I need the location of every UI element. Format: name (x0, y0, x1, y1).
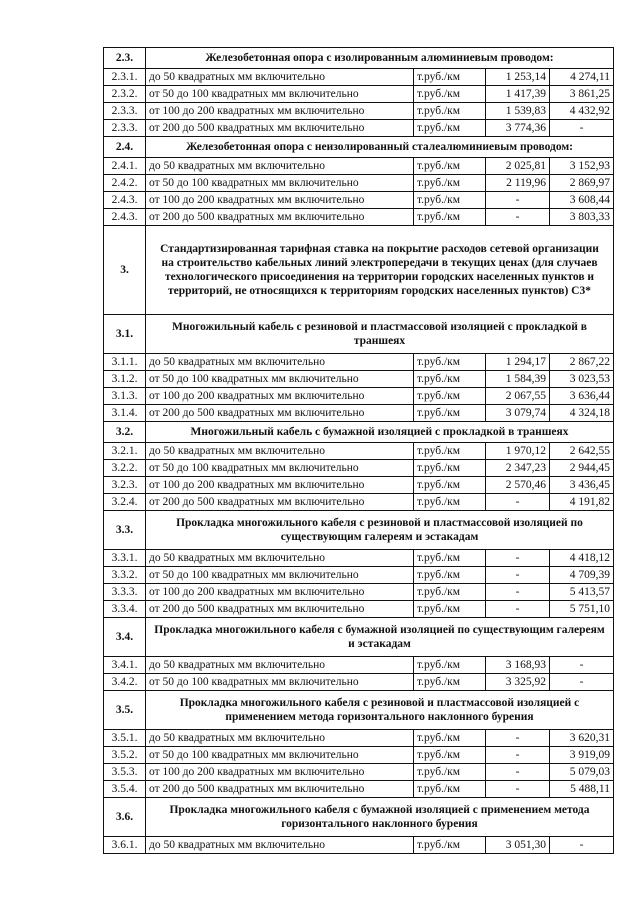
row-description: от 100 до 200 квадратных мм включительно (146, 477, 414, 494)
row-description: от 50 до 100 квадратных мм включительно (146, 175, 414, 192)
row-number: 3.5.2. (104, 747, 146, 764)
value-cell-1: - (486, 781, 550, 798)
tariff-rates-table (103, 47, 614, 854)
unit-cell: т.руб./км (414, 657, 486, 674)
section-title: Железобетонная опора с неизолированный сталеалюминиевым проводом: (146, 137, 614, 158)
row-description: от 100 до 200 квадратных мм включительно (146, 388, 414, 405)
section-number: 2.4. (104, 137, 146, 158)
unit-cell: т.руб./км (414, 175, 486, 192)
value-cell-2: 3 436,45 (550, 477, 614, 494)
row-description: от 200 до 500 квадратных мм включительно (146, 405, 414, 422)
table-row (104, 674, 614, 691)
section-number: 3.4. (104, 618, 146, 657)
table-row (104, 175, 614, 192)
section-title: Прокладка многожильного кабеля с бумажной изоляцией с применением метода горизонтального наклонного бурения (146, 798, 614, 837)
value-cell-2: 4 191,82 (550, 494, 614, 511)
unit-cell: т.руб./км (414, 567, 486, 584)
unit-cell: т.руб./км (414, 584, 486, 601)
value-cell-2: - (550, 120, 614, 137)
section-title: Прокладка многожильного кабеля с бумажной изоляцией по существующим галереям и эстакадам (146, 618, 614, 657)
unit-cell: т.руб./км (414, 86, 486, 103)
unit-cell: т.руб./км (414, 730, 486, 747)
row-description: от 50 до 100 квадратных мм включительно (146, 747, 414, 764)
row-description: от 200 до 500 квадратных мм включительно (146, 601, 414, 618)
unit-cell: т.руб./км (414, 371, 486, 388)
row-number: 3.2.1. (104, 443, 146, 460)
value-cell-2: 4 432,92 (550, 103, 614, 120)
table-row (104, 657, 614, 674)
section-number: 3.3. (104, 511, 146, 550)
value-cell-1: - (486, 550, 550, 567)
section-number: 2.3. (104, 48, 146, 69)
section-header-row (104, 422, 614, 443)
row-number: 2.3.3. (104, 103, 146, 120)
section-header-row (104, 511, 614, 550)
table-row (104, 120, 614, 137)
value-cell-2: 2 869,97 (550, 175, 614, 192)
value-cell-2: 5 751,10 (550, 601, 614, 618)
value-cell-2: - (550, 674, 614, 691)
section-number: 3. (104, 226, 146, 315)
section-header-row (104, 691, 614, 730)
row-number: 3.1.2. (104, 371, 146, 388)
table-row (104, 69, 614, 86)
row-number: 3.5.3. (104, 764, 146, 781)
table-row (104, 443, 614, 460)
table-row (104, 494, 614, 511)
section-header-row (104, 618, 614, 657)
value-cell-1: 2 067,55 (486, 388, 550, 405)
value-cell-2: 3 803,33 (550, 209, 614, 226)
value-cell-2: 5 488,11 (550, 781, 614, 798)
row-number: 2.4.1. (104, 158, 146, 175)
section-number: 3.5. (104, 691, 146, 730)
unit-cell: т.руб./км (414, 405, 486, 422)
value-cell-2: 3 152,93 (550, 158, 614, 175)
row-number: 3.4.2. (104, 674, 146, 691)
unit-cell: т.руб./км (414, 158, 486, 175)
section-header-row (104, 48, 614, 69)
value-cell-1: 2 119,96 (486, 175, 550, 192)
table-row (104, 764, 614, 781)
value-cell-1: 2 570,46 (486, 477, 550, 494)
row-number: 3.3.2. (104, 567, 146, 584)
row-number: 2.4.3. (104, 209, 146, 226)
value-cell-2: 2 944,45 (550, 460, 614, 477)
table-row (104, 730, 614, 747)
row-number: 3.1.3. (104, 388, 146, 405)
value-cell-2: 2 642,55 (550, 443, 614, 460)
row-number: 3.2.2. (104, 460, 146, 477)
unit-cell: т.руб./км (414, 494, 486, 511)
value-cell-1: 3 051,30 (486, 837, 550, 854)
value-cell-1: - (486, 494, 550, 511)
row-number: 3.6.1. (104, 837, 146, 854)
row-number: 2.3.3. (104, 120, 146, 137)
table-row (104, 86, 614, 103)
table-row (104, 567, 614, 584)
section-header-row (104, 226, 614, 315)
table-row (104, 388, 614, 405)
unit-cell: т.руб./км (414, 443, 486, 460)
unit-cell: т.руб./км (414, 69, 486, 86)
unit-cell: т.руб./км (414, 477, 486, 494)
unit-cell: т.руб./км (414, 747, 486, 764)
value-cell-1: - (486, 567, 550, 584)
row-description: от 50 до 100 квадратных мм включительно (146, 567, 414, 584)
value-cell-2: 3 608,44 (550, 192, 614, 209)
row-number: 3.2.3. (104, 477, 146, 494)
table-row (104, 601, 614, 618)
table-row (104, 209, 614, 226)
value-cell-1: - (486, 730, 550, 747)
value-cell-2: 4 709,39 (550, 567, 614, 584)
row-number: 2.3.2. (104, 86, 146, 103)
value-cell-1: - (486, 601, 550, 618)
row-description: от 100 до 200 квадратных мм включительно (146, 103, 414, 120)
row-number: 3.3.3. (104, 584, 146, 601)
row-description: от 100 до 200 квадратных мм включительно (146, 584, 414, 601)
row-description: от 100 до 200 квадратных мм включительно (146, 192, 414, 209)
table-row (104, 550, 614, 567)
table-row (104, 584, 614, 601)
value-cell-1: 2 025,81 (486, 158, 550, 175)
unit-cell: т.руб./км (414, 550, 486, 567)
row-number: 2.4.3. (104, 192, 146, 209)
row-number: 3.3.4. (104, 601, 146, 618)
table-row (104, 477, 614, 494)
row-description: до 50 квадратных мм включительно (146, 730, 414, 747)
value-cell-1: 3 774,36 (486, 120, 550, 137)
row-description: от 200 до 500 квадратных мм включительно (146, 494, 414, 511)
row-number: 3.3.1. (104, 550, 146, 567)
unit-cell: т.руб./км (414, 354, 486, 371)
row-number: 3.5.4. (104, 781, 146, 798)
unit-cell: т.руб./км (414, 764, 486, 781)
value-cell-2: 4 418,12 (550, 550, 614, 567)
value-cell-2: 3 023,53 (550, 371, 614, 388)
value-cell-2: 5 079,03 (550, 764, 614, 781)
section-number: 3.1. (104, 315, 146, 354)
value-cell-2: 4 324,18 (550, 405, 614, 422)
value-cell-1: 1 253,14 (486, 69, 550, 86)
row-description: от 50 до 100 квадратных мм включительно (146, 460, 414, 477)
value-cell-1: 2 347,23 (486, 460, 550, 477)
unit-cell: т.руб./км (414, 674, 486, 691)
unit-cell: т.руб./км (414, 103, 486, 120)
value-cell-1: - (486, 209, 550, 226)
table-row (104, 192, 614, 209)
value-cell-1: 1 970,12 (486, 443, 550, 460)
row-description: до 50 квадратных мм включительно (146, 443, 414, 460)
table-row (104, 837, 614, 854)
section-header-row (104, 137, 614, 158)
row-number: 3.5.1. (104, 730, 146, 747)
value-cell-2: 2 867,22 (550, 354, 614, 371)
row-description: от 200 до 500 квадратных мм включительно (146, 120, 414, 137)
unit-cell: т.руб./км (414, 837, 486, 854)
value-cell-1: - (486, 584, 550, 601)
row-number: 2.3.1. (104, 69, 146, 86)
section-title: Прокладка многожильного кабеля с резиновой и пластмассовой изоляцией по существующим галереям и эстакадам (146, 511, 614, 550)
section-title: Многожильный кабель с бумажной изоляцией с прокладкой в траншеях (146, 422, 614, 443)
value-cell-1: 3 079,74 (486, 405, 550, 422)
row-description: от 50 до 100 квадратных мм включительно (146, 371, 414, 388)
row-description: от 50 до 100 квадратных мм включительно (146, 86, 414, 103)
unit-cell: т.руб./км (414, 601, 486, 618)
value-cell-2: 3 636,44 (550, 388, 614, 405)
value-cell-1: - (486, 747, 550, 764)
section-header-row (104, 798, 614, 837)
value-cell-2: 3 620,31 (550, 730, 614, 747)
row-description: от 50 до 100 квадратных мм включительно (146, 674, 414, 691)
section-title: Многожильный кабель с резиновой и пластмассовой изоляцией с прокладкой в траншеях (146, 315, 614, 354)
row-description: от 200 до 500 квадратных мм включительно (146, 781, 414, 798)
unit-cell: т.руб./км (414, 192, 486, 209)
row-number: 3.2.4. (104, 494, 146, 511)
value-cell-1: - (486, 764, 550, 781)
unit-cell: т.руб./км (414, 120, 486, 137)
value-cell-1: 3 168,93 (486, 657, 550, 674)
table-row (104, 103, 614, 120)
unit-cell: т.руб./км (414, 388, 486, 405)
table-row (104, 354, 614, 371)
value-cell-1: 1 584,39 (486, 371, 550, 388)
section-title: Прокладка многожильного кабеля с резиновой и пластмассовой изоляцией с применением метода горизонтального наклонного бурения (146, 691, 614, 730)
row-description: до 50 квадратных мм включительно (146, 837, 414, 854)
value-cell-1: 1 539,83 (486, 103, 550, 120)
row-number: 3.4.1. (104, 657, 146, 674)
table-row (104, 460, 614, 477)
section-number: 3.6. (104, 798, 146, 837)
value-cell-1: 1 294,17 (486, 354, 550, 371)
row-description: от 100 до 200 квадратных мм включительно (146, 764, 414, 781)
table-row (104, 747, 614, 764)
tariff-document-page (103, 47, 613, 854)
value-cell-2: 4 274,11 (550, 69, 614, 86)
row-description: до 50 квадратных мм включительно (146, 69, 414, 86)
row-number: 3.1.1. (104, 354, 146, 371)
section-title: Стандартизированная тарифная ставка на покрытие расходов сетевой организации на строительство кабельных линий электропередачи в текущих ценах (для случаев технологического присоединения на территории городских населенных пунктов и территорий, не относящихся к территориям городских населенных пунктов) С3* (146, 226, 614, 315)
table-row (104, 158, 614, 175)
section-number: 3.2. (104, 422, 146, 443)
value-cell-2: 5 413,57 (550, 584, 614, 601)
tariff-table-body (104, 48, 614, 854)
value-cell-2: 3 919,09 (550, 747, 614, 764)
value-cell-2: - (550, 837, 614, 854)
value-cell-1: 3 325,92 (486, 674, 550, 691)
row-description: до 50 квадратных мм включительно (146, 657, 414, 674)
row-description: до 50 квадратных мм включительно (146, 354, 414, 371)
row-number: 3.1.4. (104, 405, 146, 422)
value-cell-2: - (550, 657, 614, 674)
table-row (104, 405, 614, 422)
table-row (104, 371, 614, 388)
unit-cell: т.руб./км (414, 209, 486, 226)
row-description: до 50 квадратных мм включительно (146, 550, 414, 567)
value-cell-2: 3 861,25 (550, 86, 614, 103)
table-row (104, 781, 614, 798)
section-title: Железобетонная опора с изолированным алюминиевым проводом: (146, 48, 614, 69)
value-cell-1: 1 417,39 (486, 86, 550, 103)
unit-cell: т.руб./км (414, 781, 486, 798)
section-header-row (104, 315, 614, 354)
row-number: 2.4.2. (104, 175, 146, 192)
row-description: от 200 до 500 квадратных мм включительно (146, 209, 414, 226)
value-cell-1: - (486, 192, 550, 209)
row-description: до 50 квадратных мм включительно (146, 158, 414, 175)
unit-cell: т.руб./км (414, 460, 486, 477)
